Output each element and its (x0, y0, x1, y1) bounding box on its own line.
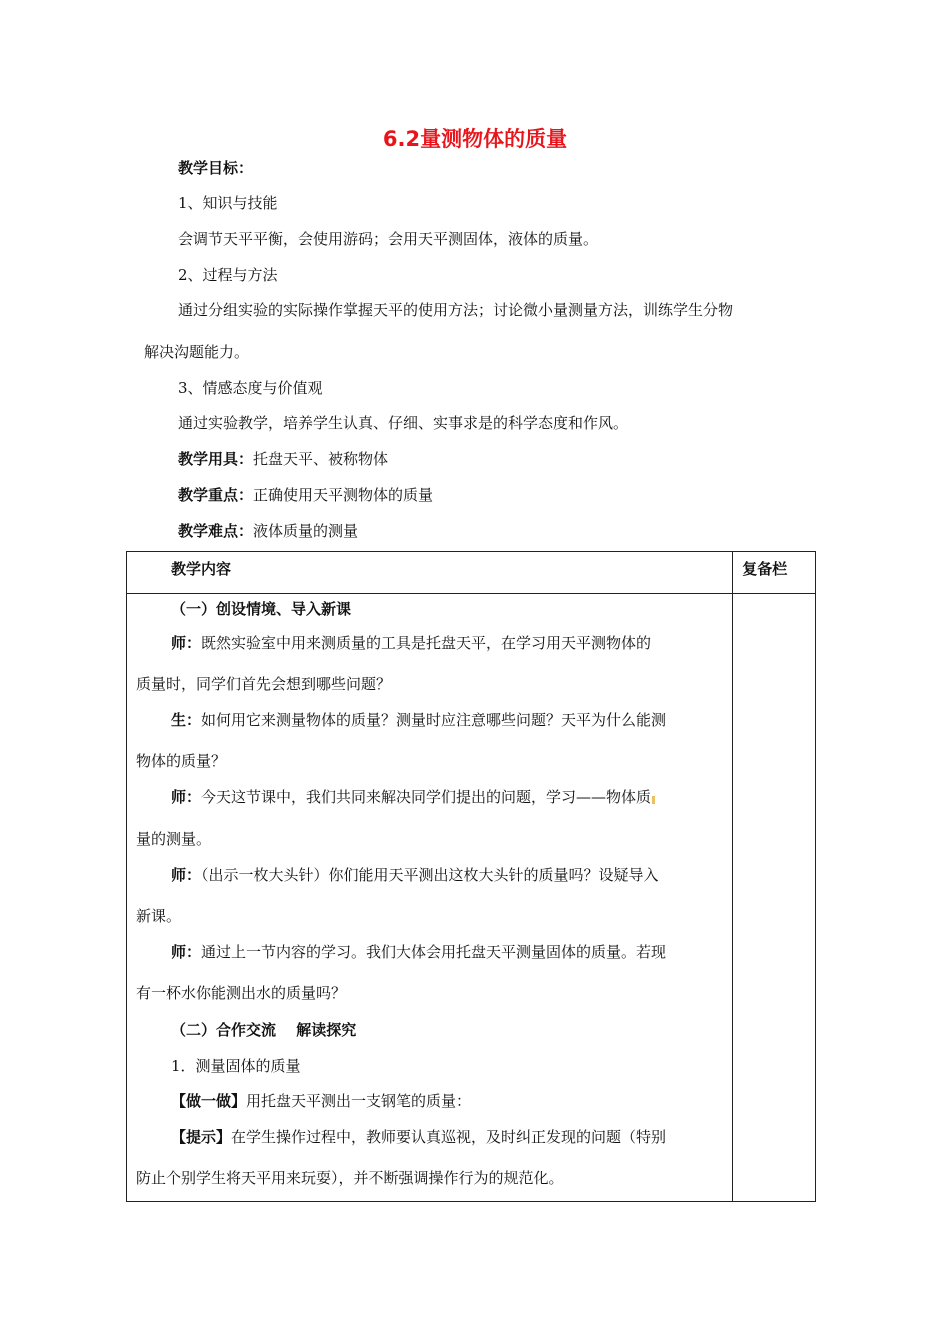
paragraph-text: （出示一枚大头针）你们能用天平测出这枚大头针的质量吗？设疑导入 (201, 866, 659, 884)
notes-body-cell (733, 594, 816, 1202)
objective-1-title: 1、知识与技能 (178, 194, 278, 212)
content-body-cell (127, 594, 733, 1202)
paragraph-5-line-2: 有一杯水你能测出水的质量吗？ (136, 984, 347, 1002)
hint-line-1 (171, 1126, 666, 1147)
key-point-text: 正确使用天平测物体的质量 (253, 486, 434, 504)
table-header-row (127, 552, 816, 594)
do-it-label: 【做一做】 (171, 1092, 247, 1110)
objective-2-text-line2: 解决沟题能力。 (144, 343, 250, 361)
key-point-label: 教学重点： (178, 486, 254, 504)
paragraph-4-line-2: 新课。 (136, 907, 182, 925)
paragraph-1-line-1 (171, 632, 651, 653)
edit-marker (652, 796, 655, 804)
objective-1-text: 会调节天平平衡，会使用游码；会用天平测固体，液体的质量。 (178, 230, 599, 248)
document-title: 6.2量测物体的质量 (382, 127, 568, 151)
content-header-cell (127, 552, 733, 594)
speaker-label: 师： (171, 866, 202, 884)
objective-2-title: 2、过程与方法 (178, 266, 278, 284)
hint-text: 在学生操作过程中，教师要认真巡视，及时纠正发现的问题（特别 (231, 1128, 667, 1146)
speaker-label: 师： (171, 943, 202, 961)
paragraph-2-line-2: 物体的质量？ (136, 752, 227, 770)
difficulty-line (178, 520, 358, 541)
paragraph-3-line-1 (171, 786, 655, 807)
objectives-heading: 教学目标： (178, 159, 254, 177)
paragraph-text: 今天这节课中，我们共同来解决同学们提出的问题，学习——物体质 (201, 788, 652, 806)
paragraph-text: 既然实验室中用来测质量的工具是托盘天平，在学习用天平测物体的 (201, 634, 652, 652)
tools-text: 托盘天平、被称物体 (253, 450, 389, 468)
paragraph-4-line-1 (171, 864, 659, 885)
speaker-label: 生： (171, 711, 202, 729)
tools-line (178, 448, 388, 469)
content-column-header: 教学内容 (171, 560, 232, 578)
objective-2-text-line1: 通过分组实验的实际操作掌握天平的使用方法；讨论微小量测量方法，训练学生分物 (178, 301, 734, 319)
table-body-row (127, 594, 816, 1202)
speaker-label: 师： (171, 788, 202, 806)
paragraph-5-line-1 (171, 941, 666, 962)
paragraph-text: 如何用它来测量物体的质量？测量时应注意哪些问题？天平为什么能测 (201, 711, 667, 729)
paragraph-2-line-1 (171, 709, 666, 730)
hint-line-2: 防止个别学生将天平用来玩耍），并不断强调操作行为的规范化。 (136, 1169, 564, 1187)
subsection-1-heading: 1．测量固体的质量 (171, 1057, 301, 1075)
paragraph-1-line-2: 质量时，同学们首先会想到哪些问题？ (136, 675, 392, 693)
difficulty-label: 教学难点： (178, 522, 254, 540)
hint-label: 【提示】 (171, 1128, 232, 1146)
speaker-label: 师： (171, 634, 202, 652)
section-2-heading: （二）合作交流 解读探究 (171, 1021, 357, 1039)
difficulty-text: 液体质量的测量 (253, 522, 359, 540)
section-1-heading: （一）创设情境、导入新课 (171, 600, 352, 618)
lesson-table (126, 551, 816, 1202)
notes-header-cell (733, 552, 816, 594)
do-it-line (171, 1090, 471, 1111)
paragraph-3-line-2: 量的测量。 (136, 830, 212, 848)
objective-3-text: 通过实验教学，培养学生认真、仔细、实事求是的科学态度和作风。 (178, 414, 629, 432)
tools-label: 教学用具： (178, 450, 254, 468)
key-point-line (178, 484, 433, 505)
paragraph-text: 通过上一节内容的学习。我们大体会用托盘天平测量固体的质量。若现 (201, 943, 667, 961)
objective-3-title: 3、情感态度与价值观 (178, 379, 323, 397)
notes-column-header: 复备栏 (742, 560, 788, 578)
do-it-text: 用托盘天平测出一支钢笔的质量： (246, 1092, 472, 1110)
